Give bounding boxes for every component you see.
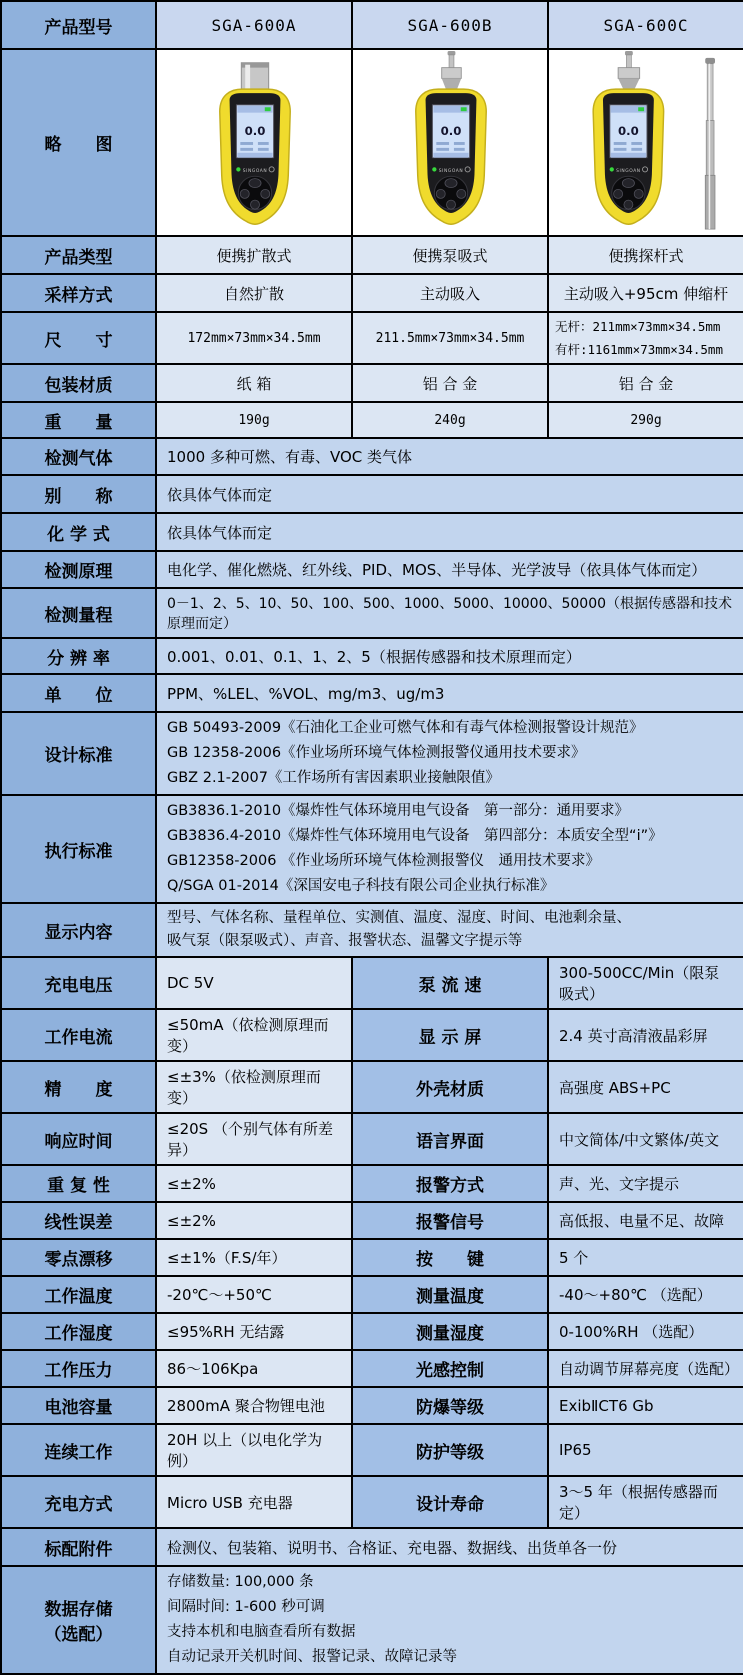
spec-row-working-temperature <box>1 1276 743 1313</box>
spec-value: 2800mA 聚合物锂电池 <box>156 1387 352 1424</box>
product-image-sga-600b <box>353 51 548 234</box>
standard-line: GB3836.1-2010《爆炸性气体环境用电气设备 第一部分：通用要求》 <box>167 803 630 819</box>
display-content-label: 显示内容 <box>1 903 156 957</box>
spec-value: ≤20S （个别气体有所差异） <box>156 1113 352 1165</box>
accessories-label: 标配附件 <box>1 1528 156 1566</box>
alias-row <box>1 475 743 513</box>
dimensions-c-line1: 无杆：211mm×73mm×34.5mm <box>555 319 721 334</box>
storage-line: 存储数量: 100,000 条 <box>167 1574 314 1590</box>
exec-standard-value <box>156 795 743 903</box>
spec-label: 按 键 <box>352 1239 548 1276</box>
sketch-cell-a <box>156 49 352 236</box>
spec-value: -20℃～+50℃ <box>156 1276 352 1313</box>
spec-label: 防护等级 <box>352 1424 548 1476</box>
standard-line: GB 12358-2006《作业场所环境气体检测报警仪通用技术要求》 <box>167 745 586 761</box>
dimensions-row <box>1 312 743 364</box>
spec-value: ≤±3%（依检测原理而变） <box>156 1061 352 1113</box>
spec-row-battery-capacity <box>1 1387 743 1424</box>
principle-row <box>1 551 743 588</box>
range-label: 检测量程 <box>1 588 156 638</box>
principle-label: 检测原理 <box>1 551 156 588</box>
storage-line: 间隔时间: 1-600 秒可调 <box>167 1599 325 1615</box>
spec-label: 工作温度 <box>1 1276 156 1313</box>
spec-row-response-time <box>1 1113 743 1165</box>
spec-value: 3～5 年（根据传感器而定） <box>548 1476 743 1528</box>
principle-value: 电化学、催化燃烧、红外线、PID、MOS、半导体、光学波导（依具体气体而定） <box>156 551 743 588</box>
weight-label: 重 量 <box>1 402 156 438</box>
spec-label: 精 度 <box>1 1061 156 1113</box>
spec-label: 显 示 屏 <box>352 1009 548 1061</box>
display-line: 吸气泵（限泵吸式）、声音、报警状态、温馨文字提示等 <box>167 933 523 949</box>
range-value: 0－1、2、5、10、50、100、500、1000、5000、10000、50000（根据传感器和技术原理而定） <box>156 588 743 638</box>
device-brand: SINGOAN <box>242 168 268 174</box>
standard-line: GB3836.4-2010《爆炸性气体环境用电气设备 第四部分：本质安全型“i”》 <box>167 828 663 844</box>
spec-label: 设计寿命 <box>352 1476 548 1528</box>
spec-label: 重 复 性 <box>1 1165 156 1202</box>
sampling-b: 主动吸入 <box>352 274 548 312</box>
sketch-label: 略 图 <box>1 49 156 236</box>
spec-value: 20H 以上（以电化学为例） <box>156 1424 352 1476</box>
device-screen-value: 0.0 <box>618 124 639 139</box>
device-brand: SINGOAN <box>616 168 641 174</box>
spec-label: 报警信号 <box>352 1202 548 1239</box>
design-standard-value <box>156 712 743 795</box>
spec-row-continuous-working <box>1 1424 743 1476</box>
dimensions-label: 尺 寸 <box>1 312 156 364</box>
spec-row-charge-voltage <box>1 957 743 1009</box>
display-line: 型号、气体名称、量程单位、实测值、温度、湿度、时间、电池剩余量、 <box>167 910 631 926</box>
device-led <box>432 167 436 171</box>
spec-row-accuracy <box>1 1061 743 1113</box>
packaging-a: 纸 箱 <box>156 364 352 402</box>
spec-value: 0-100%RH （选配） <box>548 1313 743 1350</box>
sketch-cell-c <box>548 49 743 236</box>
dimensions-c <box>548 312 743 364</box>
product-image-sga-600a <box>157 51 352 234</box>
spec-value: 5 个 <box>548 1239 743 1276</box>
spec-value: 声、光、文字提示 <box>548 1165 743 1202</box>
spec-value: 86～106Kpa <box>156 1350 352 1387</box>
data-storage-value <box>156 1566 743 1674</box>
product-model-label: 产品型号 <box>1 1 156 49</box>
formula-row <box>1 513 743 551</box>
device-screen-value: 0.0 <box>440 124 462 139</box>
data-storage-label-line1: 数据存储 <box>44 1600 113 1620</box>
weight-c: 290g <box>548 402 743 438</box>
alias-label: 别 称 <box>1 475 156 513</box>
spec-label: 工作压力 <box>1 1350 156 1387</box>
spec-label: 线性误差 <box>1 1202 156 1239</box>
sketch-row <box>1 49 743 236</box>
model-cell-b: SGA-600B <box>352 1 548 49</box>
spec-value: 高低报、电量不足、故障 <box>548 1202 743 1239</box>
spec-label: 报警方式 <box>352 1165 548 1202</box>
resolution-value: 0.001、0.01、0.1、1、2、5（根据传感器和技术原理而定） <box>156 638 743 674</box>
dimensions-b: 211.5mm×73mm×34.5mm <box>352 312 548 364</box>
standard-line: Q/SGA 01-2014《深国安电子科技有限公司企业执行标准》 <box>167 878 555 894</box>
spec-label: 零点漂移 <box>1 1239 156 1276</box>
spec-value: -40～+80℃ （选配） <box>548 1276 743 1313</box>
device-dpad <box>434 176 467 209</box>
spec-value: 2.4 英寸高清液晶彩屏 <box>548 1009 743 1061</box>
spec-label: 外壳材质 <box>352 1061 548 1113</box>
device-dpad <box>238 176 271 209</box>
spec-label: 工作电流 <box>1 1009 156 1061</box>
data-storage-row <box>1 1566 743 1674</box>
dimensions-a: 172mm×73mm×34.5mm <box>156 312 352 364</box>
resolution-label: 分 辨 率 <box>1 638 156 674</box>
spec-row-charging-method <box>1 1476 743 1528</box>
gas-value: 1000 多种可燃、有毒、VOC 类气体 <box>156 438 743 475</box>
spec-value: ≤±1%（F.S/年） <box>156 1239 352 1276</box>
data-storage-label-line2: （选配） <box>44 1625 113 1645</box>
sampling-label: 采样方式 <box>1 274 156 312</box>
standard-line: GBZ 2.1-2007《工作场所有害因素职业接触限值》 <box>167 770 500 786</box>
exec-standard-label: 执行标准 <box>1 795 156 903</box>
spec-row-repeatability <box>1 1165 743 1202</box>
product-image-sga-600c <box>549 51 743 234</box>
spec-value: ExibⅡCT6 Gb <box>548 1387 743 1424</box>
spec-label: 防爆等级 <box>352 1387 548 1424</box>
spec-label: 测量温度 <box>352 1276 548 1313</box>
gas-row <box>1 438 743 475</box>
spec-label: 工作湿度 <box>1 1313 156 1350</box>
spec-value: ≤±2% <box>156 1165 352 1202</box>
spec-label: 连续工作 <box>1 1424 156 1476</box>
model-cell-c: SGA-600C <box>548 1 743 49</box>
spec-label: 泵 流 速 <box>352 957 548 1009</box>
spec-label: 语言界面 <box>352 1113 548 1165</box>
accessories-row <box>1 1528 743 1566</box>
weight-a: 190g <box>156 402 352 438</box>
design-standard-row <box>1 712 743 795</box>
sampling-row <box>1 274 743 312</box>
standard-line: GB 50493-2009《石油化工企业可燃气体和有毒气体检测报警设计规范》 <box>167 720 644 736</box>
spec-value: 自动调节屏幕亮度（选配） <box>548 1350 743 1387</box>
spec-label: 充电电压 <box>1 957 156 1009</box>
sketch-cell-b <box>352 49 548 236</box>
storage-line: 支持本机和电脑查看所有数据 <box>167 1624 356 1640</box>
spec-row-working-current <box>1 1009 743 1061</box>
spec-row-working-pressure <box>1 1350 743 1387</box>
spec-value: 中文简体/中文繁体/英文 <box>548 1113 743 1165</box>
unit-value: PPM、%LEL、%VOL、mg/m3、ug/m3 <box>156 674 743 712</box>
display-content-value <box>156 903 743 957</box>
spec-value: ≤50mA（依检测原理而变） <box>156 1009 352 1061</box>
telescopic-rod <box>705 58 715 229</box>
product-type-label: 产品类型 <box>1 236 156 274</box>
spec-label: 电池容量 <box>1 1387 156 1424</box>
spec-value: ≤±2% <box>156 1202 352 1239</box>
device-dpad <box>612 176 645 209</box>
spec-label: 光感控制 <box>352 1350 548 1387</box>
unit-row <box>1 674 743 712</box>
resolution-row <box>1 638 743 674</box>
product-type-c: 便携探杆式 <box>548 236 743 274</box>
product-type-a: 便携扩散式 <box>156 236 352 274</box>
packaging-b: 铝 合 金 <box>352 364 548 402</box>
spec-value: IP65 <box>548 1424 743 1476</box>
spec-value: DC 5V <box>156 957 352 1009</box>
accessories-value: 检测仪、包装箱、说明书、合格证、充电器、数据线、出货单各一份 <box>156 1528 743 1566</box>
spec-value: ≤95%RH 无结露 <box>156 1313 352 1350</box>
unit-label: 单 位 <box>1 674 156 712</box>
alias-value: 依具体气体而定 <box>156 475 743 513</box>
design-standard-label: 设计标准 <box>1 712 156 795</box>
display-content-row <box>1 903 743 957</box>
spec-label: 响应时间 <box>1 1113 156 1165</box>
data-storage-label <box>1 1566 156 1674</box>
device-led <box>610 167 614 171</box>
spec-label: 测量湿度 <box>352 1313 548 1350</box>
device-led <box>236 167 240 171</box>
formula-value: 依具体气体而定 <box>156 513 743 551</box>
product-type-b: 便携泵吸式 <box>352 236 548 274</box>
spec-row-zero-drift <box>1 1239 743 1276</box>
range-row <box>1 588 743 638</box>
spec-value: Micro USB 充电器 <box>156 1476 352 1528</box>
model-cell-a: SGA-600A <box>156 1 352 49</box>
standard-line: GB12358-2006 《作业场所环境气体检测报警仪 通用技术要求》 <box>167 853 601 869</box>
packaging-c: 铝 合 金 <box>548 364 743 402</box>
spec-label: 充电方式 <box>1 1476 156 1528</box>
formula-label: 化 学 式 <box>1 513 156 551</box>
spec-value: 高强度 ABS+PC <box>548 1061 743 1113</box>
header-row <box>1 1 743 49</box>
sampling-a: 自然扩散 <box>156 274 352 312</box>
weight-b: 240g <box>352 402 548 438</box>
spec-row-working-humidity <box>1 1313 743 1350</box>
gas-label: 检测气体 <box>1 438 156 475</box>
device-screen-value: 0.0 <box>244 124 266 139</box>
exec-standard-row <box>1 795 743 903</box>
packaging-row <box>1 364 743 402</box>
sampling-c: 主动吸入+95cm 伸缩杆 <box>548 274 743 312</box>
packaging-label: 包装材质 <box>1 364 156 402</box>
storage-line: 自动记录开关机时间、报警记录、故障记录等 <box>167 1649 457 1665</box>
product-type-row <box>1 236 743 274</box>
spec-row-linearity-error <box>1 1202 743 1239</box>
spec-value: 300-500CC/Min（限泵吸式） <box>548 957 743 1009</box>
weight-row <box>1 402 743 438</box>
device-brand: SINGOAN <box>438 168 464 174</box>
dimensions-c-line2: 有杆:1161mm×73mm×34.5mm <box>555 342 723 357</box>
